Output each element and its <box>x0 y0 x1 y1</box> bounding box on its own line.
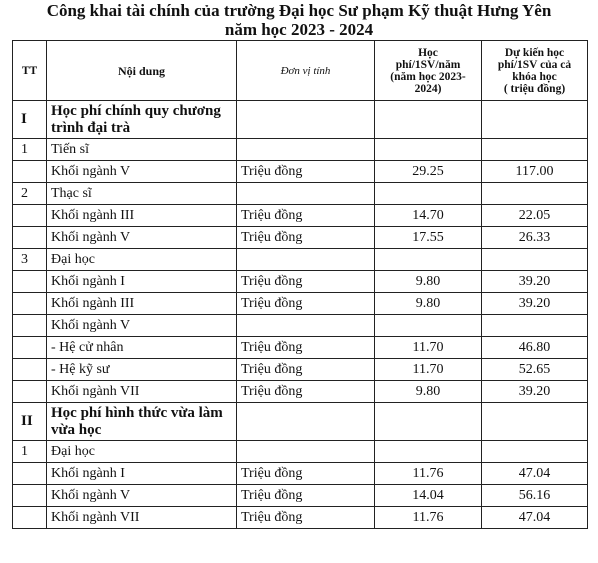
table-row: 1 Đại học <box>13 441 588 463</box>
table-row: Khối ngành V Triệu đồng 17.55 26.33 <box>13 227 588 249</box>
table-row: Khối ngành V Triệu đồng 29.25 117.00 <box>13 161 588 183</box>
table-header-row <box>13 41 588 101</box>
document-title: Công khai tài chính của trường Đại học Sư phạm Kỹ thuật Hưng Yên <box>46 1 552 20</box>
tuition-table <box>12 40 588 529</box>
table-row: Khối ngành VII Triệu đồng 11.76 47.04 <box>13 507 588 529</box>
header-tt: TT <box>13 41 47 101</box>
table-row: I Học phí chính quy chương trình đại trà <box>13 101 588 139</box>
table-row: Khối ngành III Triệu đồng 14.70 22.05 <box>13 205 588 227</box>
table-row: Khối ngành V <box>13 315 588 337</box>
table-row: Khối ngành I Triệu đồng 9.80 39.20 <box>13 271 588 293</box>
header-fee-year: Học phí/1SV/năm (năm học 2023- 2024) <box>375 41 482 101</box>
table-row: Khối ngành V Triệu đồng 14.04 56.16 <box>13 485 588 507</box>
table-row: Khối ngành VII Triệu đồng 9.80 39.20 <box>13 381 588 403</box>
document-subtitle: năm học 2023 - 2024 <box>224 20 374 39</box>
table-row: Khối ngành III Triệu đồng 9.80 39.20 <box>13 293 588 315</box>
table-row: - Hệ kỹ sư Triệu đồng 11.70 52.65 <box>13 359 588 381</box>
table-row: II Học phí hình thức vừa làm vừa học <box>13 403 588 441</box>
table-row: 1 Tiến sĩ <box>13 139 588 161</box>
header-unit: Đơn vị tính <box>237 41 375 101</box>
header-content: Nội dung <box>47 41 237 101</box>
table-row: 3 Đại học <box>13 249 588 271</box>
table-row: - Hệ cử nhân Triệu đồng 11.70 46.80 <box>13 337 588 359</box>
table-row: 2 Thạc sĩ <box>13 183 588 205</box>
header-fee-course: Dự kiến học phí/1SV của cả khóa học ( triệu đồng) <box>482 41 588 101</box>
table-row: Khối ngành I Triệu đồng 11.76 47.04 <box>13 463 588 485</box>
